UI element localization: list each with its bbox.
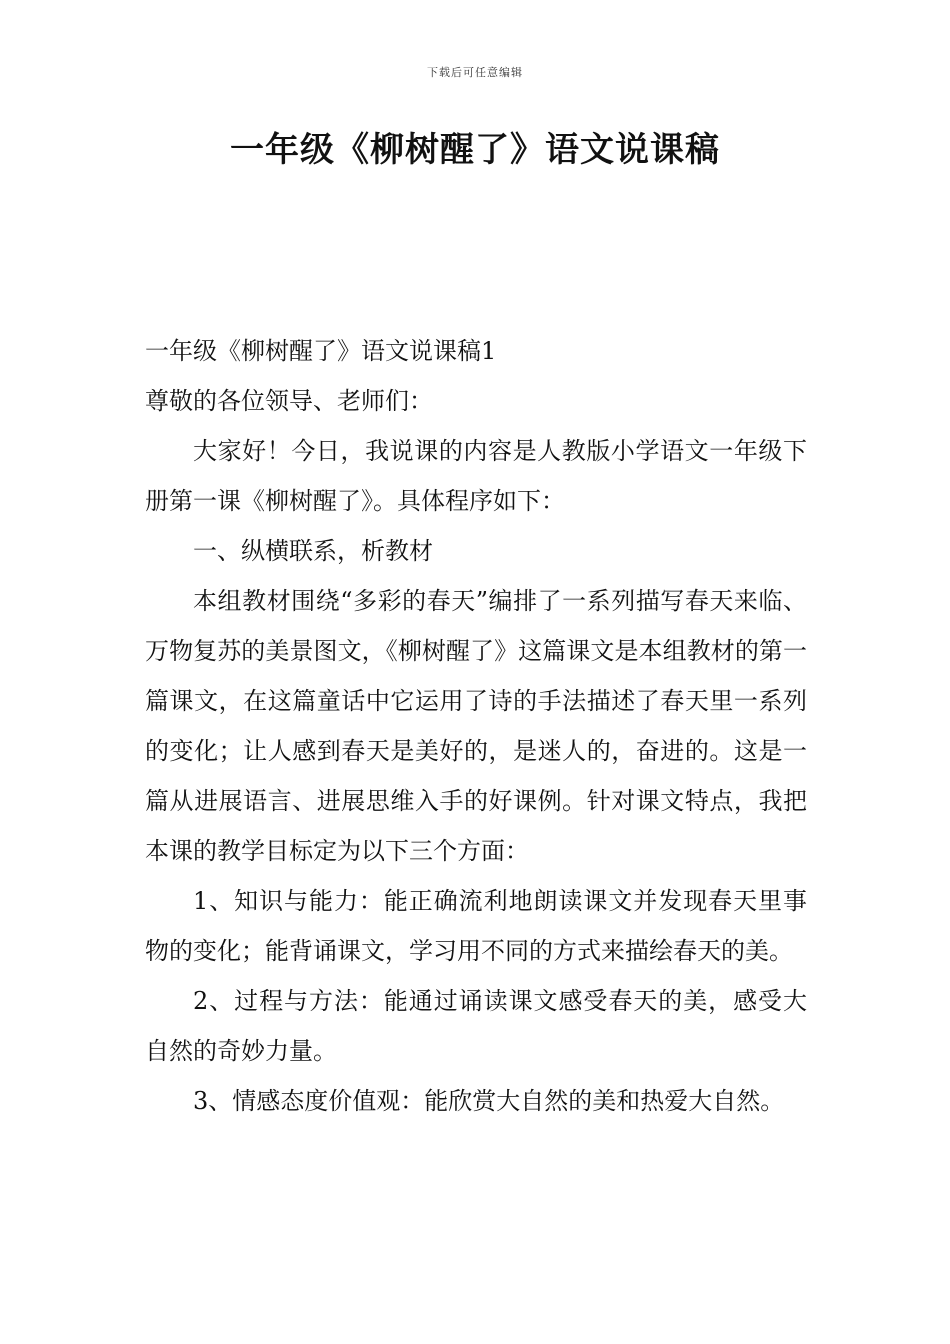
- objective-item: 2、过程与方法：能通过诵读课文感受春天的美，感受大自然的奇妙力量。: [145, 987, 807, 1065]
- objective-item: 3、情感态度价值观：能欣赏大自然的美和热爱大自然。: [193, 1087, 785, 1115]
- objective-item: 1、知识与能力：能正确流利地朗读课文并发现春天里事物的变化；能背诵课文，学习用不同的方式来描绘春天的美。: [145, 887, 807, 965]
- paragraph-intro: 大家好！今日，我说课的内容是人教版小学语文一年级下册第一课《柳树醒了》。具体程序如下：: [145, 437, 807, 515]
- document-title: 一年级《柳树醒了》语文说课稿: [230, 130, 720, 170]
- paragraph-subtitle: 一年级《柳树醒了》语文说课稿1: [145, 337, 497, 365]
- header-note: 下载后可任意编辑: [427, 66, 523, 79]
- paragraph-greeting: 尊敬的各位领导、老师们：: [145, 387, 433, 415]
- document-body: [145, 326, 807, 1126]
- section-heading: 一、纵横联系，析教材: [193, 537, 433, 565]
- paragraph-analysis: 本组教材围绕“多彩的春天”编排了一系列描写春天来临、万物复苏的美景图文，《柳树醒了》这篇课文是本组教材的第一篇课文，在这篇童话中它运用了诗的手法描述了春天里一系列的变化；让人感到春天是美好的，是迷人的，奋进的。这是一篇从进展语言、进展思维入手的好课例。针对课文特点，我把本课的教学目标定为以下三个方面：: [145, 587, 807, 865]
